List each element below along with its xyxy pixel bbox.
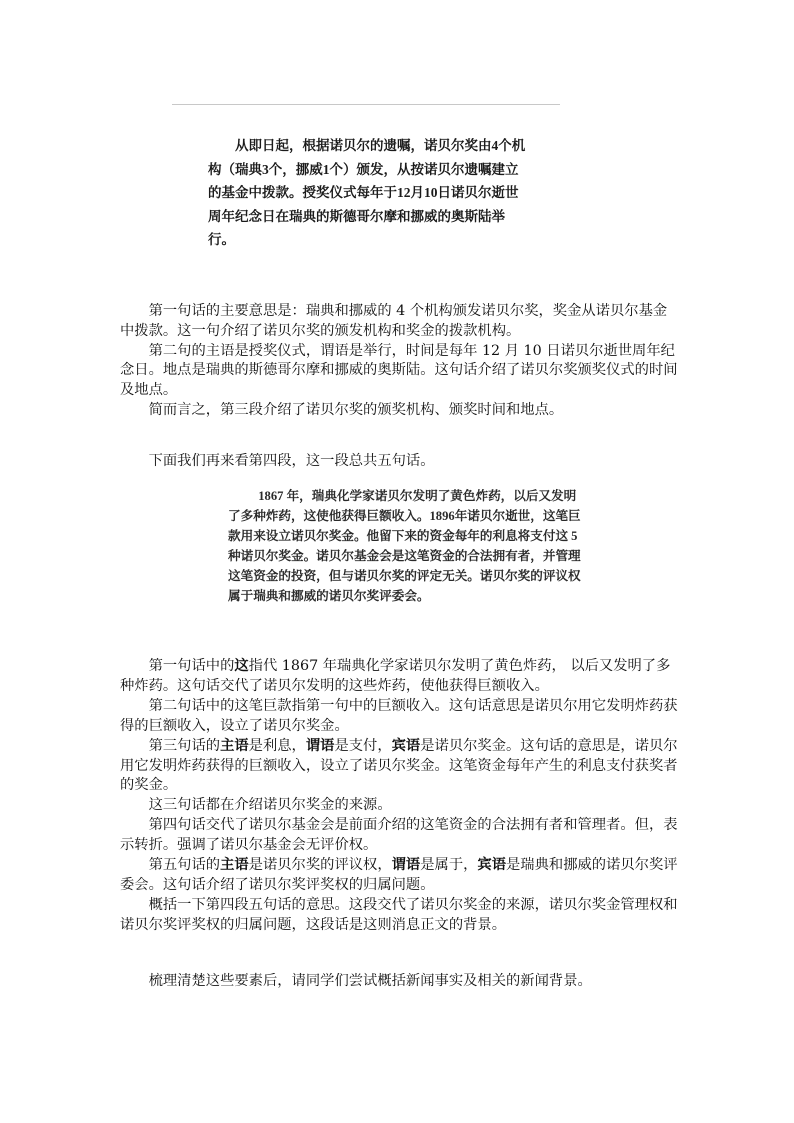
bold-term: 主语: [220, 857, 249, 874]
text-run: 是瑞典和挪威的诺贝尔奖评委会。这句话介绍了诺贝尔奖评奖权的归属问题。: [120, 857, 678, 893]
analysis-sentence-two: 第二句话中的这笔巨款指第一句中的巨额收入。这句话意思是诺贝尔用它发明炸药获得的巨额收入，设立了诺贝尔奖金。: [120, 697, 678, 734]
excerpt-text: 从即日起，根据诺贝尔的遗嘱，诺贝尔奖由4个机构（瑞典3个，挪威1个）颁发，从按诺贝尔遗嘱建立的基金中拨款。授奖仪式每年于12月10日诺贝尔逝世周年纪念日在瑞典的斯德哥尔摩和挪威的奥斯陆举行。: [208, 138, 526, 247]
excerpt-paragraph-four: [228, 486, 586, 606]
text-run: 是支付，: [334, 737, 392, 754]
bold-term: 这: [234, 658, 249, 674]
bold-term: 宾语: [391, 737, 421, 754]
bold-term: 谓语: [391, 857, 421, 874]
top-divider: [172, 104, 560, 105]
bold-term: 主语: [220, 737, 249, 754]
transition-text: [120, 451, 680, 471]
excerpt-text: 1867 年，瑞典化学家诺贝尔发明了黄色炸药，以后又发明了多种炸药，这使他获得巨额收入。1896年诺贝尔逝世，这笔巨款用来设立诺贝尔奖金。他留下来的资金每年的利息将支付这 5 种诺贝尔奖金。诺贝尔基金会是这笔资金的合法拥有者，并管理这笔资金的投资，但与诺贝尔奖的评定无关。诺贝尔奖的评议权属于瑞典和挪威的诺贝尔奖评委会。: [228, 489, 581, 603]
text-run: 第五句话的: [148, 857, 221, 874]
analysis-paragraph-three: [120, 302, 680, 421]
text-run: 是属于，: [420, 857, 478, 874]
transition-line: 下面我们再来看第四段，这一段总共五句话。: [148, 453, 435, 469]
analysis-note: 这三句话都在介绍诺贝尔奖金的来源。: [148, 797, 392, 814]
text-run: 第一句话中的: [148, 658, 235, 674]
analysis-sentence-four: 第四句话交代了诺贝尔基金会是前面介绍的这笔资金的合法拥有者和管理者。但，表示转折。强调了诺贝尔基金会无评价权。: [120, 817, 678, 854]
analysis-sentence-two: 第二句的主语是授奖仪式，谓语是举行，时间是每年 12 月 10 日诺贝尔逝世周年纪念日。地点是瑞典的斯德哥尔摩和挪威的奥斯陆。这句话介绍了诺贝尔奖颁奖仪式的时间及地点。: [120, 342, 678, 399]
analysis-summary: 简而言之，第三段介绍了诺贝尔奖的颁奖机构、颁奖时间和地点。: [148, 401, 564, 418]
analysis-paragraph-four: [120, 657, 680, 936]
analysis-sentence-one: 第一句话的主要意思是：瑞典和挪威的 4 个机构颁发诺贝尔奖，奖金从诺贝尔基金中拨款。这一句介绍了诺贝尔奖的颁发机构和奖金的拨款机构。: [120, 303, 668, 339]
closing-line: 梳理清楚这些要素后，请同学们尝试概括新闻事实及相关的新闻背景。: [148, 973, 592, 989]
text-run: 是利息，: [248, 737, 306, 754]
bold-term: 谓语: [305, 737, 335, 754]
analysis-summary: 概括一下第四段五句话的意思。这段交代了诺贝尔奖金的来源，诺贝尔奖金管理权和诺贝尔奖评奖权的归属问题，这段话是这则消息正文的背景。: [120, 896, 678, 933]
analysis-sentence-one: [120, 657, 680, 697]
text-run: 第三句话的: [148, 737, 221, 754]
analysis-sentence-three: [120, 737, 680, 797]
closing-instruction: [120, 971, 680, 991]
text-run: 指代 1867 年瑞典化学家诺贝尔发明了黄色炸药， 以后又发明了多种炸药。这句话交代了诺贝尔发明的这些炸药，使他获得巨额收入。: [120, 658, 671, 694]
analysis-sentence-five: [120, 856, 680, 896]
text-run: 是诺贝尔奖金。这句话的意思是，诺贝尔用它发明炸药获得的巨额收入，设立了诺贝尔奖金。这笔资金每年产生的利息支付获奖者的奖金。: [120, 737, 678, 794]
excerpt-paragraph-three: [208, 134, 530, 252]
text-run: 是诺贝尔奖的评议权，: [248, 857, 392, 874]
bold-term: 宾语: [477, 857, 507, 874]
